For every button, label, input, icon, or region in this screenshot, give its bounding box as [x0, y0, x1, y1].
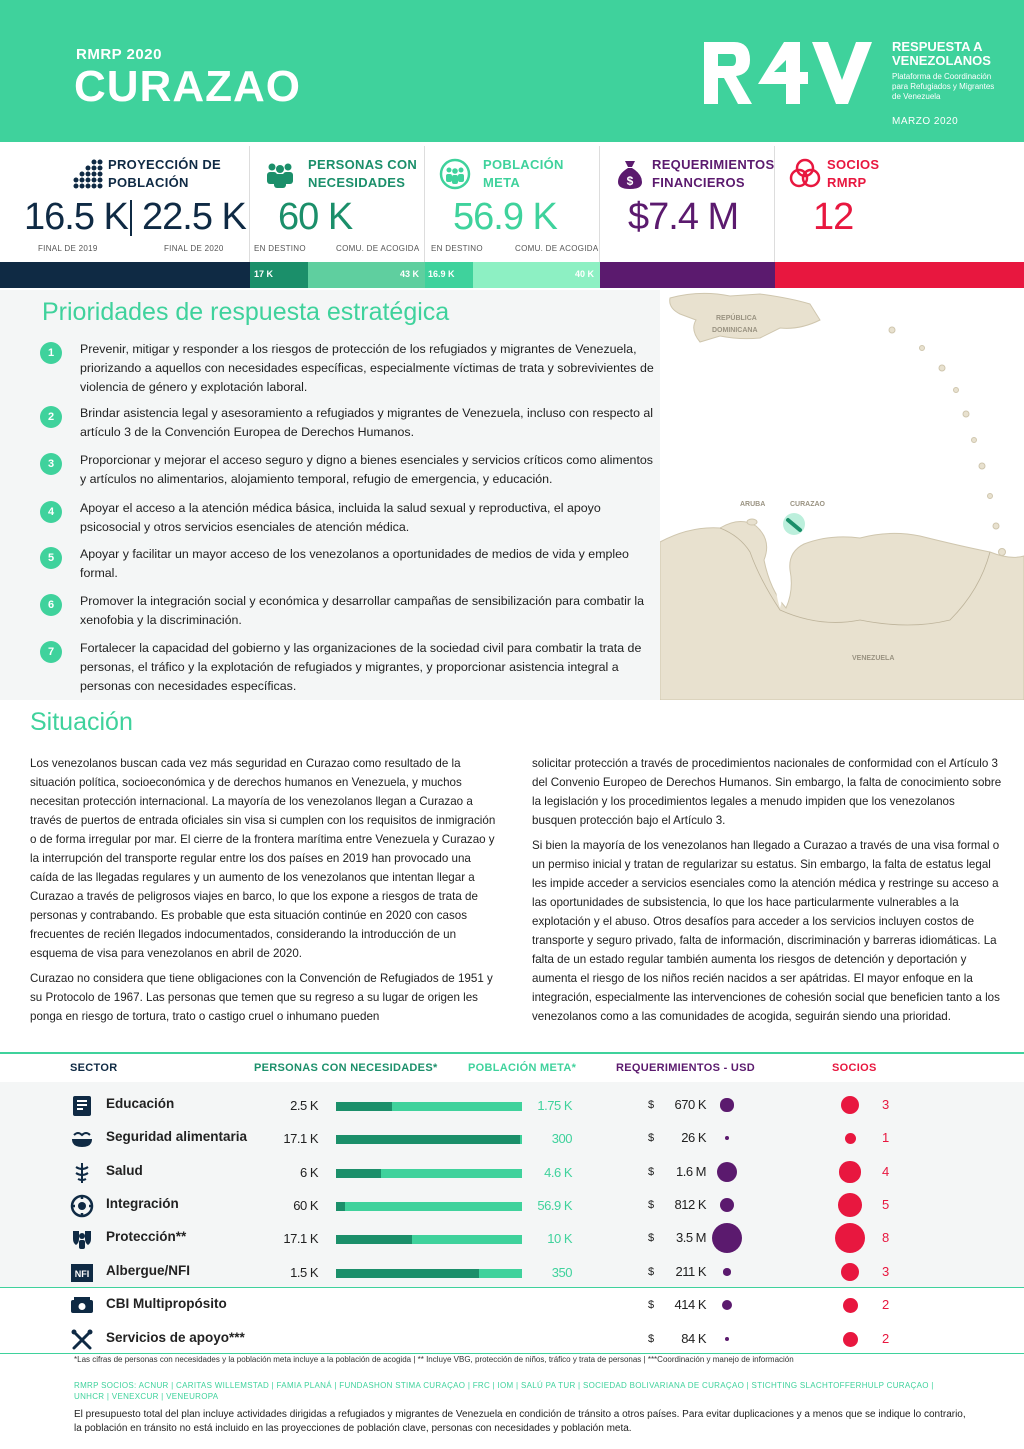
table-row: [0, 1188, 1024, 1222]
requirement-bubble: [725, 1337, 730, 1342]
integration-icon: [70, 1194, 94, 1218]
priority-number: 5: [40, 547, 62, 569]
svg-text:NFI: NFI: [74, 1269, 90, 1279]
sector-pin: 2.5 K: [290, 1098, 318, 1113]
bar-pin-acogida: [308, 262, 425, 288]
sector-name: Educación: [106, 1096, 175, 1111]
bar-projection: [0, 262, 250, 288]
priority-number: 6: [40, 594, 62, 616]
priorities-title: Prioridades de respuesta estratégica: [42, 298, 450, 326]
currency-symbol: $: [648, 1266, 655, 1278]
report-subtitle: RMRP 2020: [76, 46, 162, 63]
requirement-bubble: [712, 1223, 742, 1253]
sector-target: 10 K: [547, 1231, 572, 1246]
sector-name: Servicios de apoyo***: [106, 1330, 245, 1345]
priority-number: 1: [40, 342, 62, 364]
kpi-pin-note-acogida: COMU. DE ACOGIDA: [336, 244, 420, 253]
kpi-projection-2020: 22.5 K: [142, 196, 246, 238]
situation-column-1: [30, 754, 500, 1032]
sector-target: 4.6 K: [544, 1165, 572, 1180]
situation-column-2: [532, 754, 1002, 1032]
requirement-bubble: [717, 1162, 737, 1182]
kpi-pin-note-destino: EN DESTINO: [254, 244, 306, 253]
kpi-financial-value: $7.4 M: [628, 196, 739, 238]
sector-pin: 17.1 K: [283, 1131, 318, 1146]
kpi-target-note-acogida: COMU. DE ACOGIDA: [515, 244, 599, 253]
map-label-rd-1: REPÚBLICA: [716, 315, 757, 322]
map-label-venezuela: VENEZUELA: [852, 655, 895, 662]
partners-bubble: [841, 1096, 859, 1114]
currency-symbol: $: [648, 1299, 655, 1311]
sector-table: [0, 1052, 1024, 1352]
sector-pin: 60 K: [293, 1198, 318, 1213]
sector-name: Seguridad alimentaria: [106, 1129, 248, 1144]
org-title: RESPUESTA A VENEZOLANOS: [892, 39, 991, 68]
sector-requirement: 414 K: [674, 1297, 706, 1312]
sector-pin: 6 K: [299, 1165, 318, 1180]
kpi-target-note-destino: EN DESTINO: [431, 244, 483, 253]
map-aruba: [747, 519, 757, 525]
table-row: [0, 1288, 1024, 1322]
kpi-strip: [0, 146, 1024, 262]
kpi-financial-label: REQUERIMIENTOS FINANCIEROS: [652, 157, 775, 190]
partners-bubble: [835, 1223, 865, 1253]
priority-number: 3: [40, 453, 62, 475]
kpi-target: [425, 146, 600, 262]
th-req: REQUERIMIENTOS - USD: [616, 1062, 756, 1074]
sector-requirement: 26 K: [681, 1130, 706, 1145]
priority-number: 7: [40, 641, 62, 663]
priority-item: [40, 499, 655, 539]
target-people-icon: [439, 158, 471, 190]
bar-target-destino-label: 16.9 K: [428, 269, 455, 279]
bar-partners: [775, 262, 1024, 288]
sector-requirement: 84 K: [681, 1331, 706, 1346]
kpi-bars: [0, 262, 1024, 288]
sector-partners: 4: [882, 1164, 890, 1179]
book-icon: [70, 1094, 94, 1118]
priorities-section: [0, 290, 660, 700]
partners-bubble: [845, 1133, 856, 1144]
sector-name: Albergue/NFI: [106, 1263, 191, 1278]
sector-partners: 1: [882, 1130, 890, 1145]
priority-text: Brindar asistencia legal y asesoramiento a refugiados y migrantes de Venezuela, incluso con respecto al artículo 3 de la Convención Europea de Derechos Humanos.: [80, 406, 654, 439]
currency-symbol: $: [648, 1132, 655, 1144]
priority-item: [40, 451, 655, 491]
footnote: *Las cifras de personas con necesidades y la población meta incluye a la población de acogida | ** Incluye VBG, protección de niños, tráfico y trata de personas | ***Coordinación y manejo de información: [74, 1355, 794, 1364]
partners-bubble: [841, 1263, 859, 1281]
sector-partners: 2: [882, 1297, 890, 1312]
nfi-icon: [70, 1261, 94, 1285]
protection-icon: [70, 1227, 94, 1251]
sector-target: 56.9 K: [537, 1198, 572, 1213]
kpi-partners: [775, 146, 1024, 262]
sector-partners: 3: [882, 1097, 890, 1112]
priority-item: [40, 340, 655, 400]
kpi-target-label: POBLACIÓN META: [483, 157, 564, 190]
sector-pin: 17.1 K: [283, 1231, 318, 1246]
bar-pin-destino-label: 17 K: [254, 269, 274, 279]
kpi-people-in-need: [250, 146, 425, 262]
sector-target: 300: [551, 1131, 572, 1146]
org-subtitle: Plataforma de Coordinación para Refugiados y Migrantes de Venezuela: [892, 72, 995, 101]
map-label-rd-2: DOMINICANA: [712, 327, 758, 334]
priority-item: [40, 404, 655, 444]
priority-text: Promover la integración social y económica y desarrollar campañas de sensibilización para combatir la xenofobia y la discriminación.: [80, 594, 645, 627]
table-top-rule: [0, 1052, 1024, 1054]
requirement-bubble: [723, 1268, 730, 1275]
partners-rings-icon: [789, 158, 821, 190]
food-bowl-icon: [70, 1127, 94, 1151]
partners-bubble: [843, 1332, 858, 1347]
sector-requirement: 1.6 M: [675, 1164, 706, 1179]
sector-name: CBI Multipropósito: [106, 1296, 227, 1311]
requirement-bubble: [722, 1300, 732, 1310]
requirement-bubble: [720, 1098, 733, 1111]
currency-symbol: $: [648, 1166, 655, 1178]
population-grid-icon: [72, 158, 104, 190]
priority-text: Fortalecer la capacidad del gobierno y las organizaciones de la sociedad civil para combatir la trata de personas, el tráfico y la explotación de refugiados y migrantes, y proporcionar asistencia integral a personas con necesidades específicas.: [80, 641, 642, 693]
sector-partners: 5: [882, 1197, 890, 1212]
sector-pin-bar: [336, 1202, 522, 1211]
sector-pin-bar: [336, 1102, 522, 1111]
kpi-projection-note-2019: FINAL DE 2019: [38, 244, 98, 253]
sector-partners: 3: [882, 1264, 890, 1279]
map-label-curazao: CURAZAO: [790, 501, 825, 508]
table-row: [0, 1088, 1024, 1122]
sector-name: Salud: [106, 1163, 143, 1178]
partners-bubble: [843, 1298, 858, 1313]
sector-target-bar: [336, 1135, 520, 1144]
kpi-partners-label: SOCIOS RMRP: [827, 157, 880, 190]
budget-note: El presupuesto total del plan incluye actividades dirigidas a refugiados y migrantes de Venezuela en condición de tránsito a otros países. Para evitar duplicaciones y a menos que se indique lo contrario, la población en tránsito no está incluido en las proyecciones de población clave, personas con necesidades y población meta.: [74, 1409, 966, 1434]
money-bag-icon: [614, 158, 646, 190]
th-sector: SECTOR: [70, 1062, 118, 1074]
kpi-projection-label: PROYECCIÓN DE POBLACIÓN: [108, 157, 221, 190]
sector-target-bar: [336, 1269, 479, 1278]
kpi-divider: [130, 200, 132, 236]
requirement-bubble: [720, 1198, 734, 1212]
currency-symbol: $: [648, 1333, 655, 1345]
r4v-logo: [700, 40, 880, 106]
sector-name: Integración: [106, 1196, 179, 1211]
table-row: [0, 1255, 1024, 1289]
kpi-target-value: 56.9 K: [453, 196, 557, 238]
sector-target-bar: [336, 1102, 392, 1111]
kpi-pin-value: 60 K: [278, 196, 353, 238]
sector-partners: 2: [882, 1331, 890, 1346]
region-map: [660, 290, 1024, 700]
sector-pin-bar: [336, 1169, 522, 1178]
kpi-partners-value: 12: [813, 196, 854, 238]
report-date: MARZO 2020: [892, 116, 959, 127]
bar-target-acogida: [473, 262, 600, 288]
sector-target-bar: [336, 1235, 412, 1244]
priority-text: Apoyar y facilitar un mayor acceso de los venezolanos a oportunidades de medios de vida y empleo formal.: [80, 547, 629, 580]
kpi-projection: [0, 146, 250, 262]
th-pin: PERSONAS CON NECESIDADES*: [254, 1062, 438, 1074]
priority-text: Proporcionar y mejorar el acceso seguro y digno a bienes esenciales y servicios críticos como alimentos y artículos no alimentarios, alojamiento temporal, refugio de emergencia, y educación.: [80, 453, 653, 486]
sector-requirement: 812 K: [674, 1197, 706, 1212]
th-partners: SOCIOS: [832, 1062, 877, 1074]
kpi-financial: [600, 146, 775, 262]
priority-number: 4: [40, 501, 62, 523]
kpi-pin-label: PERSONAS CON NECESIDADES: [308, 157, 418, 190]
sector-target-bar: [336, 1169, 381, 1178]
table-row: [0, 1221, 1024, 1255]
priority-text: Apoyar el acceso a la atención médica básica, incluida la salud sexual y reproductiva, el apoyo psicosocial y otros servicios esenciales de atención médica.: [80, 501, 601, 534]
currency-symbol: $: [648, 1199, 655, 1211]
people-group-icon: [264, 158, 296, 190]
table-row: [0, 1121, 1024, 1155]
partners-bubble: [839, 1161, 860, 1182]
bar-target-destino: [425, 262, 473, 288]
cash-icon: [70, 1294, 94, 1318]
priority-item: [40, 592, 655, 632]
sector-partners: 8: [882, 1230, 890, 1245]
situation-paragraph: Los venezolanos buscan cada vez más seguridad en Curazao como resultado de la situación política, socioeconómica y de derechos humanos en Venezuela, y muchos necesitan protección internacional. La mayoría de los venezolanos llegan a Curazao a través de puertos de entrada oficiales sin visa si cumplen con los requisitos de inmigración o de forma irregular por mar. El cierre de la frontera marítima entre Venezuela y Curazao y la interrupción del transporte regular entre los dos países en 2019 han provocado una caída de las llegadas regulares y un aumento de los venezolanos que intentan llegar a Curazao a través de peligrosos viajes en barco, lo que los expone a riesgos de trata de personas y contrabando. Es probable que esta situación continúe en 2020 con casos frecuentes de recién llegados indocumentados, considerando la introducción de un esquema de visa para venezolanos en abril de 2020.: [30, 757, 496, 960]
sector-requirement: 670 K: [674, 1097, 706, 1112]
priority-text: Prevenir, mitigar y responder a los riesgos de protección de los refugiados y migrantes de Venezuela, priorizando a aquellos con necesidades específicas, especialmente víctimas de trata y sobrevivientes de violencia de género y explotación laboral.: [80, 342, 654, 394]
requirement-bubble: [725, 1136, 729, 1140]
header-banner: [0, 0, 1024, 142]
situation-paragraph: solicitar protección a través de procedimientos nacionales de conformidad con el Artículo 3 del Convenio Europeo de Derechos Humanos. Sin embargo, la falta de conocimiento sobre la legislación y los procedimientos legales a menudo impiden que los venezolanos busquen protección bajo el Artículo 3.: [532, 757, 1002, 827]
currency-symbol: $: [648, 1099, 655, 1111]
priority-number: 2: [40, 406, 62, 428]
svg-text:$: $: [626, 174, 634, 188]
sector-target: 350: [551, 1265, 572, 1280]
sector-pin: 1.5 K: [290, 1265, 318, 1280]
kpi-projection-2019: 16.5 K: [24, 196, 128, 238]
partners-list: RMRP SOCIOS: ACNUR | CARITAS WILLEMSTAD | FAMIA PLANÁ | FUNDASHON STIMA CURAÇAO | FRC | IOM | SALÚ PA TUR | SOCIEDAD BOLIVARIANA DE CURAÇAO | STICHTING SLACHTOFFERHULP CURAÇAO | UNHCR | VENEXCUR | VENEUROPA: [74, 1381, 934, 1401]
bar-pin-acogida-label: 43 K: [399, 269, 419, 279]
partners-bubble: [838, 1193, 862, 1217]
bar-pin-destino: [250, 262, 308, 288]
table-row: [0, 1322, 1024, 1356]
support-tools-icon: [70, 1328, 94, 1352]
sector-pin-bar: [336, 1135, 522, 1144]
country-title: CURAZAO: [74, 62, 301, 111]
currency-symbol: $: [648, 1232, 655, 1244]
sector-name: Protección**: [106, 1229, 187, 1244]
priority-item: [40, 545, 655, 585]
kpi-projection-note-2020: FINAL DE 2020: [164, 244, 224, 253]
situation-paragraph: Si bien la mayoría de los venezolanos han llegado a Curazao a través de una visa formal o un permiso inicial y tratan de regularizar su estatus. Sin embargo, la falta de estatus legal les impide acceder a servicios esenciales como la atención médica y restringe su acceso a las oportunidades de subsistencia, lo que los hace particularmente vulnerables a la explotación y el abuso. Otros desafíos para acceder a los servicios incluyen costos de transporte y seguro privado, falta de información, discriminación y barreras idiomáticas. La falta de un estado regular también aumenta los riesgos de detención y deportación y aumenta el riesgo de los niños recién nacidos a ser apátridas. El mayor enfoque en la integración, especialmente las intervenciones de cohesión social que beneficien tanto a los venezolanos como a las comunidades de acogida, seguirán siendo una prioridad.: [532, 839, 1000, 1023]
th-target: POBLACIÓN META*: [468, 1062, 577, 1074]
sector-requirement: 211 K: [675, 1264, 706, 1279]
map-label-aruba: ARUBA: [740, 501, 766, 508]
sector-target: 1.75 K: [537, 1098, 572, 1113]
sector-target-bar: [336, 1202, 345, 1211]
situation-paragraph: Curazao no considera que tiene obligaciones con la Convención de Refugiados de 1951 y su Protocolo de 1967. Las personas que temen que su regreso a su lugar de origen les ponga en riesgo de tortura, trato o castigo cruel o inhumano pueden: [30, 972, 493, 1023]
sector-requirement: 3.5 M: [675, 1230, 706, 1245]
table-row: [0, 1155, 1024, 1189]
bar-financial: [600, 262, 775, 288]
bar-target-acogida-label: 40 K: [574, 269, 594, 279]
sector-pin-bar: [336, 1235, 522, 1244]
situation-title: Situación: [30, 708, 133, 736]
map-graphic: [660, 290, 1024, 700]
priority-item: [40, 639, 655, 699]
map-south-america: [660, 521, 1024, 700]
caduceus-icon: [70, 1161, 94, 1185]
sector-pin-bar: [336, 1269, 522, 1278]
